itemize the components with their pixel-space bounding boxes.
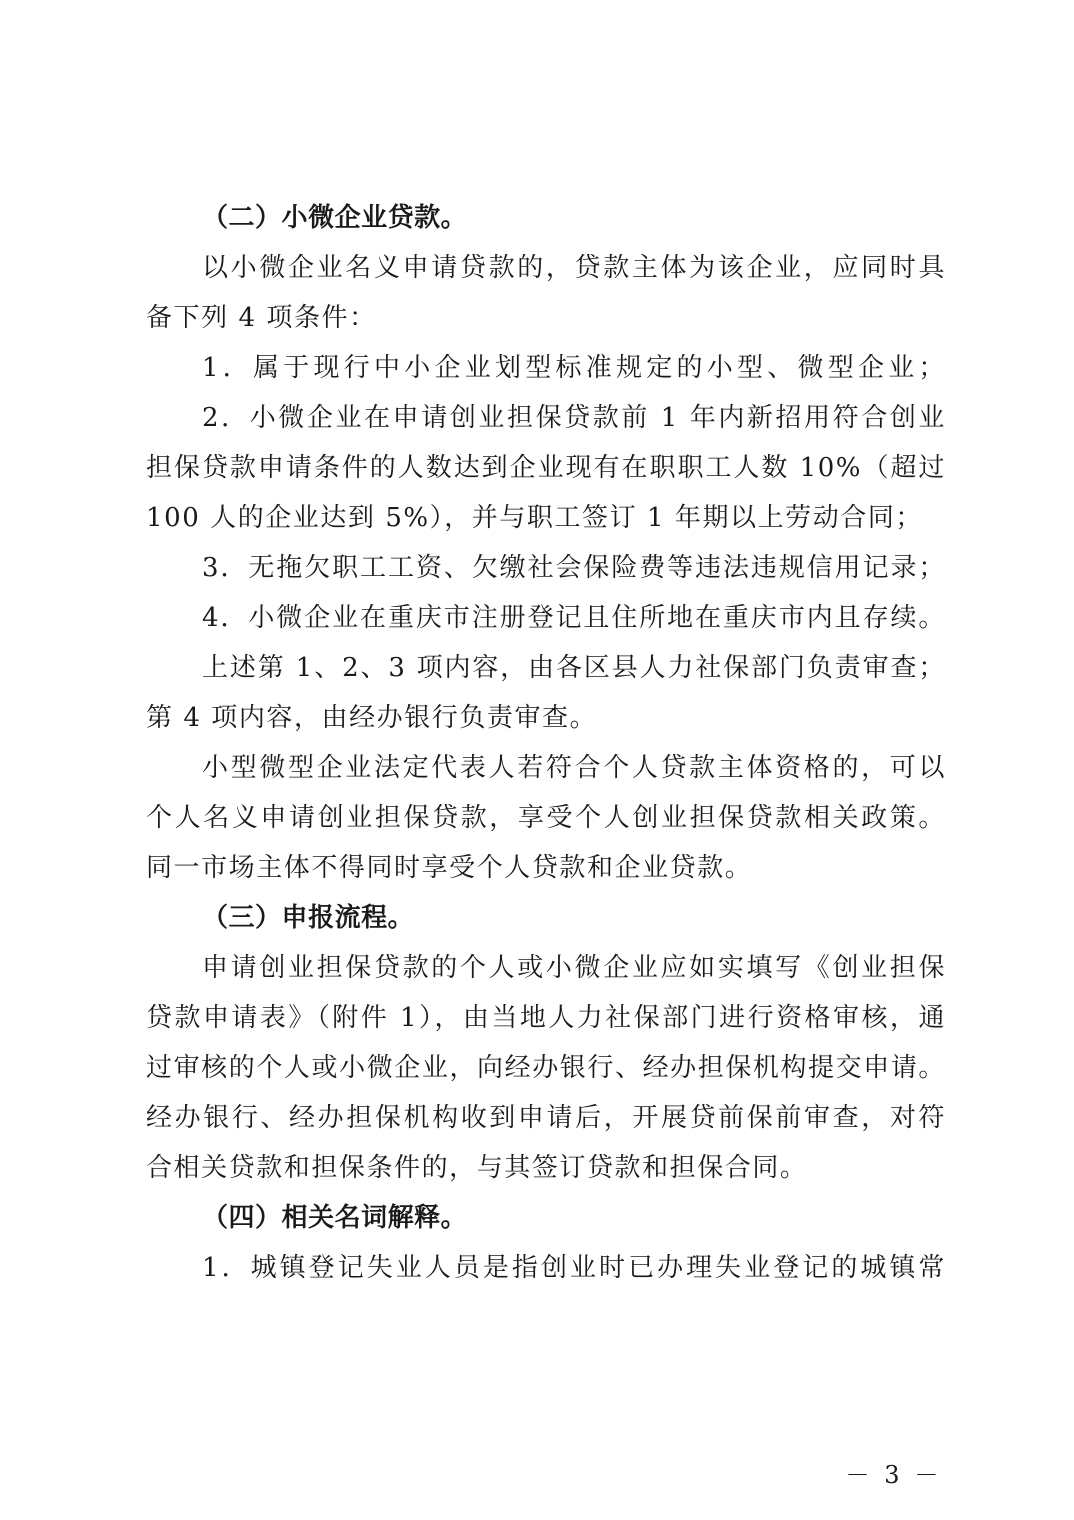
text-line: 过审核的个人或小微企业，向经办银行、经办担保机构提交申请。 [146,1053,946,1083]
text-line: （三）申报流程。 [202,903,415,933]
text-line: 第 4 项内容，由经办银行负责审查。 [146,703,598,733]
text-line: 3．无拖欠职工工资、欠缴社会保险费等违法违规信用记录； [202,553,946,583]
text-line: 上述第 1、2、3 项内容，由各区县人力社保部门负责审查； [202,653,946,683]
text-line: 2．小微企业在申请创业担保贷款前 1 年内新招用符合创业 [202,403,946,433]
text-line: 1．城镇登记失业人员是指创业时已办理失业登记的城镇常 [202,1253,946,1283]
page-number: － 3 － [845,1461,942,1489]
text-line: 同一市场主体不得同时享受个人贷款和企业贷款。 [146,853,753,883]
text-line: 经办银行、经办担保机构收到申请后，开展贷前保前审查，对符 [146,1103,946,1133]
text-line: （四）相关名词解释。 [202,1203,468,1233]
text-line: 小型微型企业法定代表人若符合个人贷款主体资格的，可以 [202,753,946,783]
text-line: 1．属于现行中小企业划型标准规定的小型、微型企业； [202,353,946,383]
text-line: 个人名义申请创业担保贷款，享受个人创业担保贷款相关政策。 [146,803,946,833]
text-line: 备下列 4 项条件： [146,303,377,333]
text-line: 4．小微企业在重庆市注册登记且住所地在重庆市内且存续。 [202,603,946,633]
text-line: 合相关贷款和担保条件的，与其签订贷款和担保合同。 [146,1153,808,1183]
text-line: 贷款申请表》（附件 1），由当地人力社保部门进行资格审核，通 [146,1003,946,1033]
text-line: 100 人的企业达到 5%），并与职工签订 1 年期以上劳动合同； [146,503,923,533]
text-line: 以小微企业名义申请贷款的，贷款主体为该企业，应同时具 [202,253,946,283]
document-body [146,193,946,1293]
text-line: 申请创业担保贷款的个人或小微企业应如实填写《创业担保 [202,953,946,983]
text-line: 担保贷款申请条件的人数达到企业现有在职职工人数 10%（超过 [146,453,946,483]
text-line: （二）小微企业贷款。 [202,203,468,233]
